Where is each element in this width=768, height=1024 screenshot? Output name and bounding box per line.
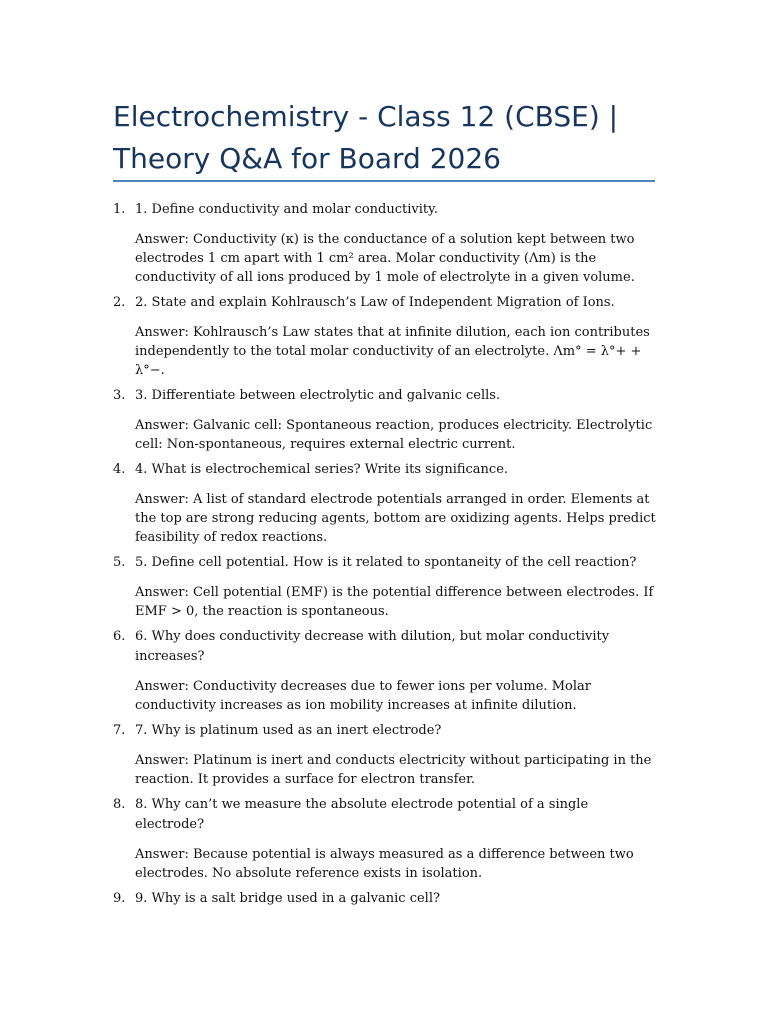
question-item-8 xyxy=(0,795,768,883)
question-item-2 xyxy=(0,293,768,380)
question-item-3 xyxy=(0,386,768,454)
list-number: 1. xyxy=(113,202,126,217)
question-text: 8. Why can’t we measure the absolute electrode potential of a single electrode? xyxy=(135,797,589,832)
question-item-9 xyxy=(0,889,768,909)
answer-text: Answer: Conductivity decreases due to fewer ions per volume. Molar conductivity increases as ion mobility increases at infinite dilution. xyxy=(135,679,591,713)
question-list xyxy=(0,200,768,915)
list-number: 5. xyxy=(113,555,126,570)
question-item-6 xyxy=(0,627,768,715)
question-item-7 xyxy=(0,721,768,789)
question-item-1 xyxy=(0,200,768,287)
question-text: 6. Why does conductivity decrease with dilution, but molar conductivity increases? xyxy=(135,629,610,664)
list-number: 4. xyxy=(113,462,126,477)
title-underline xyxy=(113,180,655,182)
answer-text: Answer: A list of standard electrode potentials arranged in order. Elements at the top are strong reducing agents, bottom are oxidizing agents. Helps predict feasibility of redox reactions. xyxy=(135,492,656,545)
answer-text: Answer: Platinum is inert and conducts electricity without participating in the reaction. It provides a surface for electron transfer. xyxy=(135,753,652,787)
list-number: 8. xyxy=(113,797,126,812)
question-text: 5. Define cell potential. How is it related to spontaneity of the cell reaction? xyxy=(135,555,637,570)
question-text: 4. What is electrochemical series? Write its significance. xyxy=(135,462,509,477)
question-item-5 xyxy=(0,553,768,621)
list-number: 2. xyxy=(113,295,126,310)
list-number: 9. xyxy=(113,891,126,906)
list-number: 6. xyxy=(113,629,126,644)
question-text: 3. Differentiate between electrolytic and galvanic cells. xyxy=(135,388,501,403)
answer-text: Answer: Galvanic cell: Spontaneous reaction, produces electricity. Electrolytic cell: Non-spontaneous, requires external electric current. xyxy=(135,418,653,452)
answer-text: Answer: Cell potential (EMF) is the potential difference between electrodes. If EMF > 0, the reaction is spontaneous. xyxy=(135,585,654,619)
answer-text: Answer: Because potential is always measured as a difference between two electrodes. No absolute reference exists in isolation. xyxy=(135,847,634,881)
question-text: 1. Define conductivity and molar conductivity. xyxy=(135,202,438,217)
question-text: 9. Why is a salt bridge used in a galvanic cell? xyxy=(135,891,440,906)
answer-text: Answer: Conductivity (κ) is the conductance of a solution kept between two electrodes 1 cm apart with 1 cm² area. Molar conductivity (Λm) is the conductivity of all ions produced by 1 mole of electrolyte in a given volume. xyxy=(135,232,635,285)
list-number: 3. xyxy=(113,388,126,403)
question-text: 2. State and explain Kohlrausch’s Law of Independent Migration of Ions. xyxy=(135,295,615,310)
document-title: Electrochemistry - Class 12 (CBSE) | Theory Q&A for Board 2026 xyxy=(113,100,619,175)
question-item-4 xyxy=(0,460,768,547)
question-text: 7. Why is platinum used as an inert electrode? xyxy=(135,723,442,738)
answer-text: Answer: Kohlrausch’s Law states that at infinite dilution, each ion contributes independently to the total molar conductivity of an electrolyte. Λm° = λ°+ + λ°−. xyxy=(135,325,650,378)
list-number: 7. xyxy=(113,723,126,738)
